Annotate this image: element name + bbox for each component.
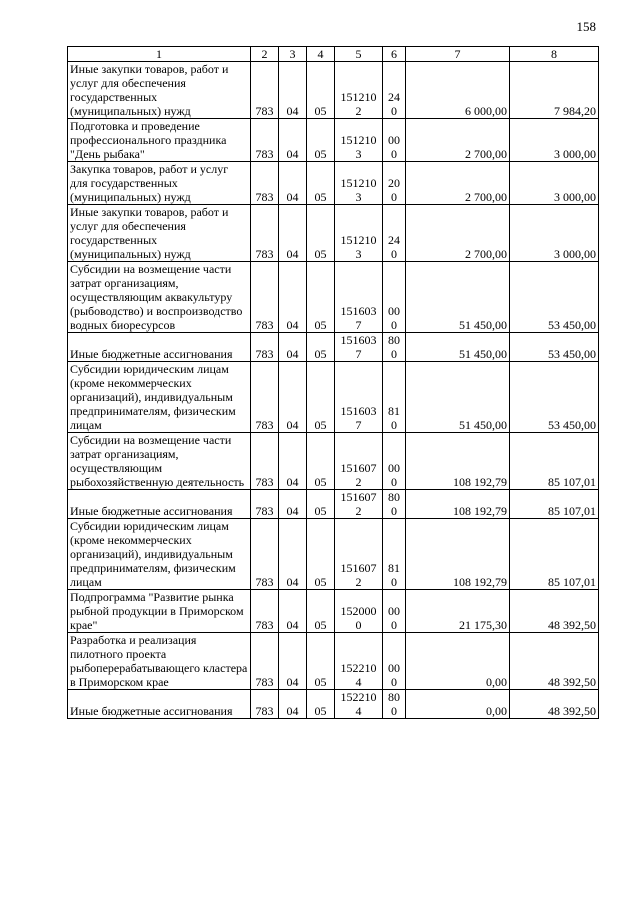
cell-expense-type bbox=[383, 62, 406, 119]
row-name: Субсидии на возмещение части затрат организациям, осуществляющим аквакультуру (рыбоводство) и воспроизводство водных биоресурсов bbox=[68, 262, 251, 333]
cell-section: 04 bbox=[279, 590, 307, 633]
header-row bbox=[68, 47, 599, 62]
cell-amount-8: 53 450,00 bbox=[510, 362, 599, 433]
cell-expense-type-line-1: 80 bbox=[388, 333, 400, 347]
cell-target-article bbox=[335, 690, 383, 719]
table-row bbox=[68, 519, 599, 590]
cell-ministry-code: 783 bbox=[251, 62, 279, 119]
cell-target-article bbox=[335, 62, 383, 119]
col-header-5: 5 bbox=[335, 47, 383, 62]
table-row bbox=[68, 333, 599, 362]
cell-target-article-line-2: 3 bbox=[355, 147, 362, 161]
cell-target-article bbox=[335, 205, 383, 262]
cell-target-article bbox=[335, 119, 383, 162]
cell-target-article-line-2: 2 bbox=[355, 104, 362, 118]
cell-section: 04 bbox=[279, 333, 307, 362]
cell-expense-type-line-1: 81 bbox=[388, 561, 400, 575]
table-row bbox=[68, 433, 599, 490]
cell-section: 04 bbox=[279, 433, 307, 490]
cell-expense-type bbox=[383, 519, 406, 590]
cell-expense-type-line-2: 0 bbox=[391, 618, 397, 632]
cell-section: 04 bbox=[279, 162, 307, 205]
cell-amount-8: 48 392,50 bbox=[510, 633, 599, 690]
cell-expense-type bbox=[383, 162, 406, 205]
cell-expense-type-line-2: 0 bbox=[391, 418, 397, 432]
cell-ministry-code: 783 bbox=[251, 590, 279, 633]
cell-expense-type bbox=[383, 119, 406, 162]
cell-target-article bbox=[335, 433, 383, 490]
cell-expense-type-line-1: 80 bbox=[388, 690, 400, 704]
cell-target-article bbox=[335, 362, 383, 433]
cell-expense-type-line-1: 80 bbox=[388, 490, 400, 504]
row-name: Субсидии юридическим лицам (кроме некоммерческих организаций), индивидуальным предпринимателям, физическим лицам bbox=[68, 519, 251, 590]
cell-subsection: 05 bbox=[307, 690, 335, 719]
cell-amount-7: 2 700,00 bbox=[406, 205, 510, 262]
cell-amount-8: 53 450,00 bbox=[510, 333, 599, 362]
cell-target-article bbox=[335, 633, 383, 690]
cell-target-article-line-1: 151603 bbox=[340, 404, 377, 418]
cell-amount-8: 48 392,50 bbox=[510, 690, 599, 719]
col-header-8: 8 bbox=[510, 47, 599, 62]
cell-target-article-line-2: 4 bbox=[355, 675, 362, 689]
row-name: Закупка товаров, работ и услуг для государственных (муниципальных) нужд bbox=[68, 162, 251, 205]
cell-target-article bbox=[335, 519, 383, 590]
col-header-4: 4 bbox=[307, 47, 335, 62]
cell-target-article bbox=[335, 162, 383, 205]
row-name: Иные закупки товаров, работ и услуг для обеспечения государственных (муниципальных) нужд bbox=[68, 205, 251, 262]
cell-target-article-line-1: 152210 bbox=[340, 661, 377, 675]
cell-subsection: 05 bbox=[307, 490, 335, 519]
cell-ministry-code: 783 bbox=[251, 119, 279, 162]
cell-target-article bbox=[335, 590, 383, 633]
cell-subsection: 05 bbox=[307, 633, 335, 690]
cell-target-article-line-2: 7 bbox=[355, 318, 362, 332]
cell-target-article-line-2: 2 bbox=[355, 504, 362, 518]
cell-amount-8: 7 984,20 bbox=[510, 62, 599, 119]
table-row bbox=[68, 205, 599, 262]
cell-amount-7: 0,00 bbox=[406, 690, 510, 719]
cell-amount-7: 21 175,30 bbox=[406, 590, 510, 633]
cell-ministry-code: 783 bbox=[251, 333, 279, 362]
cell-expense-type bbox=[383, 433, 406, 490]
table-body bbox=[68, 62, 599, 719]
cell-amount-7: 108 192,79 bbox=[406, 519, 510, 590]
cell-expense-type-line-2: 0 bbox=[391, 675, 397, 689]
cell-expense-type bbox=[383, 205, 406, 262]
cell-target-article-line-1: 151603 bbox=[340, 333, 377, 347]
cell-target-article-line-1: 152000 bbox=[340, 604, 377, 618]
cell-target-article-line-1: 152210 bbox=[340, 690, 377, 704]
col-header-2: 2 bbox=[251, 47, 279, 62]
cell-target-article-line-1: 151210 bbox=[340, 90, 377, 104]
cell-ministry-code: 783 bbox=[251, 162, 279, 205]
cell-expense-type bbox=[383, 333, 406, 362]
cell-expense-type-line-1: 81 bbox=[388, 404, 400, 418]
cell-ministry-code: 783 bbox=[251, 690, 279, 719]
cell-subsection: 05 bbox=[307, 362, 335, 433]
cell-ministry-code: 783 bbox=[251, 633, 279, 690]
table-row bbox=[68, 62, 599, 119]
row-name: Подготовка и проведение профессионального праздника "День рыбака" bbox=[68, 119, 251, 162]
cell-subsection: 05 bbox=[307, 162, 335, 205]
cell-expense-type-line-1: 00 bbox=[388, 461, 400, 475]
cell-ministry-code: 783 bbox=[251, 205, 279, 262]
cell-ministry-code: 783 bbox=[251, 433, 279, 490]
cell-section: 04 bbox=[279, 690, 307, 719]
cell-amount-8: 48 392,50 bbox=[510, 590, 599, 633]
cell-subsection: 05 bbox=[307, 590, 335, 633]
cell-section: 04 bbox=[279, 62, 307, 119]
cell-expense-type-line-2: 0 bbox=[391, 318, 397, 332]
cell-amount-8: 3 000,00 bbox=[510, 162, 599, 205]
cell-target-article bbox=[335, 333, 383, 362]
cell-amount-8: 85 107,01 bbox=[510, 433, 599, 490]
cell-ministry-code: 783 bbox=[251, 262, 279, 333]
cell-expense-type-line-2: 0 bbox=[391, 475, 397, 489]
cell-subsection: 05 bbox=[307, 62, 335, 119]
cell-target-article-line-1: 151607 bbox=[340, 490, 377, 504]
cell-subsection: 05 bbox=[307, 333, 335, 362]
cell-expense-type-line-2: 0 bbox=[391, 147, 397, 161]
cell-amount-8: 85 107,01 bbox=[510, 519, 599, 590]
cell-section: 04 bbox=[279, 490, 307, 519]
table-row bbox=[68, 633, 599, 690]
cell-expense-type-line-1: 20 bbox=[388, 176, 400, 190]
row-name: Разработка и реализация пилотного проекта рыбоперерабатывающего кластера в Приморском крае bbox=[68, 633, 251, 690]
cell-target-article-line-2: 0 bbox=[355, 618, 362, 632]
row-name: Иные бюджетные ассигнования bbox=[68, 490, 251, 519]
cell-amount-8: 53 450,00 bbox=[510, 262, 599, 333]
row-name: Субсидии юридическим лицам (кроме некоммерческих организаций), индивидуальным предпринимателям, физическим лицам bbox=[68, 362, 251, 433]
cell-amount-7: 51 450,00 bbox=[406, 262, 510, 333]
cell-amount-8: 3 000,00 bbox=[510, 119, 599, 162]
cell-amount-7: 51 450,00 bbox=[406, 362, 510, 433]
cell-amount-7: 108 192,79 bbox=[406, 490, 510, 519]
cell-subsection: 05 bbox=[307, 262, 335, 333]
table-row bbox=[68, 162, 599, 205]
cell-expense-type-line-2: 0 bbox=[391, 575, 397, 589]
cell-expense-type bbox=[383, 690, 406, 719]
cell-expense-type-line-1: 00 bbox=[388, 661, 400, 675]
table-row bbox=[68, 262, 599, 333]
cell-expense-type-line-2: 0 bbox=[391, 504, 397, 518]
cell-expense-type bbox=[383, 490, 406, 519]
cell-subsection: 05 bbox=[307, 119, 335, 162]
cell-expense-type-line-2: 0 bbox=[391, 247, 397, 261]
cell-amount-8: 85 107,01 bbox=[510, 490, 599, 519]
cell-target-article-line-1: 151603 bbox=[340, 304, 377, 318]
cell-amount-7: 2 700,00 bbox=[406, 119, 510, 162]
cell-ministry-code: 783 bbox=[251, 519, 279, 590]
table-row bbox=[68, 119, 599, 162]
row-name: Субсидии на возмещение части затрат организациям, осуществляющим рыбохозяйственную деятельность bbox=[68, 433, 251, 490]
row-name: Иные бюджетные ассигнования bbox=[68, 690, 251, 719]
cell-expense-type bbox=[383, 362, 406, 433]
cell-amount-7: 108 192,79 bbox=[406, 433, 510, 490]
cell-target-article-line-2: 3 bbox=[355, 190, 362, 204]
page-number: 158 bbox=[576, 19, 596, 34]
cell-amount-7: 2 700,00 bbox=[406, 162, 510, 205]
cell-target-article-line-2: 2 bbox=[355, 475, 362, 489]
cell-target-article-line-2: 3 bbox=[355, 247, 362, 261]
cell-expense-type-line-2: 0 bbox=[391, 190, 397, 204]
cell-subsection: 05 bbox=[307, 519, 335, 590]
cell-expense-type-line-1: 00 bbox=[388, 604, 400, 618]
cell-target-article-line-2: 7 bbox=[355, 418, 362, 432]
table-row bbox=[68, 690, 599, 719]
row-name: Иные бюджетные ассигнования bbox=[68, 333, 251, 362]
col-header-6: 6 bbox=[383, 47, 406, 62]
table-row bbox=[68, 362, 599, 433]
cell-subsection: 05 bbox=[307, 433, 335, 490]
cell-expense-type bbox=[383, 590, 406, 633]
cell-target-article-line-1: 151607 bbox=[340, 461, 377, 475]
cell-amount-7: 51 450,00 bbox=[406, 333, 510, 362]
cell-subsection: 05 bbox=[307, 205, 335, 262]
cell-section: 04 bbox=[279, 519, 307, 590]
cell-amount-7: 0,00 bbox=[406, 633, 510, 690]
cell-expense-type-line-1: 00 bbox=[388, 304, 400, 318]
cell-expense-type bbox=[383, 262, 406, 333]
budget-table bbox=[67, 46, 599, 719]
col-header-1: 1 bbox=[68, 47, 251, 62]
row-name: Подпрограмма "Развитие рынка рыбной продукции в Приморском крае" bbox=[68, 590, 251, 633]
cell-expense-type-line-1: 00 bbox=[388, 133, 400, 147]
cell-section: 04 bbox=[279, 119, 307, 162]
col-header-7: 7 bbox=[406, 47, 510, 62]
cell-expense-type-line-1: 24 bbox=[388, 90, 400, 104]
cell-section: 04 bbox=[279, 362, 307, 433]
table-row bbox=[68, 490, 599, 519]
cell-target-article-line-2: 7 bbox=[355, 347, 362, 361]
cell-target-article-line-2: 2 bbox=[355, 575, 362, 589]
cell-target-article-line-1: 151607 bbox=[340, 561, 377, 575]
cell-target-article bbox=[335, 490, 383, 519]
cell-target-article-line-1: 151210 bbox=[340, 176, 377, 190]
cell-target-article-line-1: 151210 bbox=[340, 133, 377, 147]
cell-expense-type-line-2: 0 bbox=[391, 104, 397, 118]
row-name: Иные закупки товаров, работ и услуг для обеспечения государственных (муниципальных) нужд bbox=[68, 62, 251, 119]
cell-ministry-code: 783 bbox=[251, 490, 279, 519]
cell-section: 04 bbox=[279, 205, 307, 262]
cell-expense-type-line-2: 0 bbox=[391, 347, 397, 361]
cell-expense-type-line-1: 24 bbox=[388, 233, 400, 247]
cell-section: 04 bbox=[279, 633, 307, 690]
cell-target-article-line-2: 4 bbox=[355, 704, 362, 718]
cell-expense-type-line-2: 0 bbox=[391, 704, 397, 718]
cell-ministry-code: 783 bbox=[251, 362, 279, 433]
cell-amount-7: 6 000,00 bbox=[406, 62, 510, 119]
cell-target-article bbox=[335, 262, 383, 333]
table-row bbox=[68, 590, 599, 633]
cell-target-article-line-1: 151210 bbox=[340, 233, 377, 247]
cell-amount-8: 3 000,00 bbox=[510, 205, 599, 262]
cell-section: 04 bbox=[279, 262, 307, 333]
col-header-3: 3 bbox=[279, 47, 307, 62]
cell-expense-type bbox=[383, 633, 406, 690]
